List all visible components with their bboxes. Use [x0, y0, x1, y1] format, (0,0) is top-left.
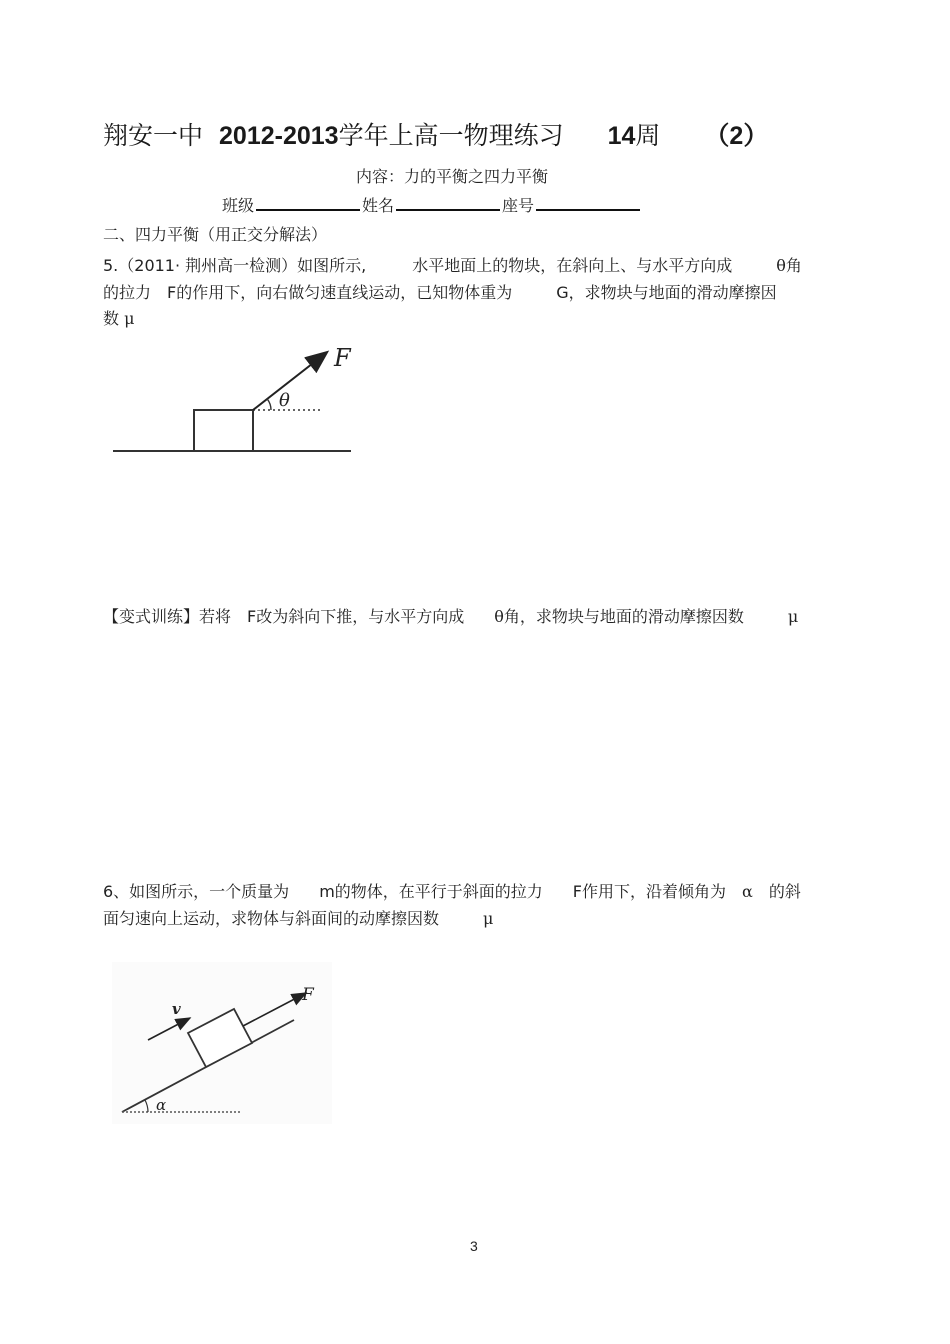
name-label: 姓名 — [362, 196, 395, 215]
q6-text: 的斜 — [768, 882, 801, 901]
variant-text: 【变式训练】若将 — [103, 607, 232, 626]
angle-label: θ — [279, 390, 290, 411]
variant-text: F改为斜向下推，与水平方向成 — [247, 607, 465, 626]
mu-symbol: μ — [483, 909, 494, 928]
angle-label: α — [156, 1096, 167, 1114]
q6-text: F作用下，沿着倾角为 — [572, 882, 726, 901]
subtitle: 内容：力的平衡之四力平衡 — [356, 167, 549, 186]
q5-text: F的作用下，向右做匀速直线运动，已知物体重为 — [167, 283, 513, 302]
force-label: F — [334, 344, 351, 372]
block — [194, 410, 253, 451]
mu-symbol: μ — [124, 309, 135, 328]
seat-blank[interactable] — [536, 195, 640, 211]
class-blank[interactable] — [256, 195, 360, 211]
week-label: 周 — [635, 121, 661, 150]
q6-line-1 — [103, 879, 801, 902]
theta-symbol: θ — [494, 607, 504, 626]
class-label: 班级 — [222, 196, 255, 215]
theta-symbol: θ — [776, 256, 786, 275]
q5-text: 5.（2011· 荆州高一检测）如图所示, — [103, 256, 367, 275]
q5-line-2 — [103, 280, 777, 303]
q6-text: 面匀速向上运动，求物体与斜面间的动摩擦因数 — [103, 909, 440, 928]
angle-arc — [267, 399, 271, 410]
seat-label: 座号 — [502, 196, 535, 215]
q5-text: 水平地面上的物块，在斜向上、与水平方向成 — [412, 256, 733, 275]
course-name: 学年上高一物理练习 — [338, 121, 564, 150]
part-number: （2） — [704, 122, 769, 150]
q6-line-2 — [103, 906, 493, 929]
variant-training-line — [103, 604, 798, 627]
school-year: 2012-2013 — [219, 122, 339, 150]
q5-text: G，求物块与地面的滑动摩擦因 — [556, 283, 777, 302]
velocity-label: v — [172, 1000, 181, 1018]
force-label: F — [302, 985, 314, 1005]
q5-line-1 — [103, 253, 802, 276]
q6-text: 6、如图所示，一个质量为 — [103, 882, 290, 901]
q5-line-3 — [103, 306, 135, 329]
page-title — [103, 116, 768, 152]
page-number: 3 — [470, 1238, 478, 1254]
q5-text: 角 — [785, 256, 802, 275]
student-info-fields — [222, 193, 642, 216]
school-name: 翔安一中 — [103, 121, 204, 150]
q5-text: 的拉力 — [103, 283, 152, 302]
q6-text: m的物体，在平行于斜面的拉力 — [319, 882, 543, 901]
mu-symbol: μ — [787, 607, 799, 626]
q5-text: 数 — [103, 309, 120, 328]
week-number: 14 — [607, 122, 636, 150]
name-blank[interactable] — [396, 195, 500, 211]
alpha-symbol: α — [742, 882, 753, 901]
variant-text: 角，求物块与地面的滑动摩擦因数 — [503, 607, 744, 626]
figure-block-on-ground — [108, 340, 368, 460]
figure-block-on-incline — [112, 962, 332, 1124]
section-heading: 二、四力平衡（用正交分解法） — [103, 225, 328, 244]
